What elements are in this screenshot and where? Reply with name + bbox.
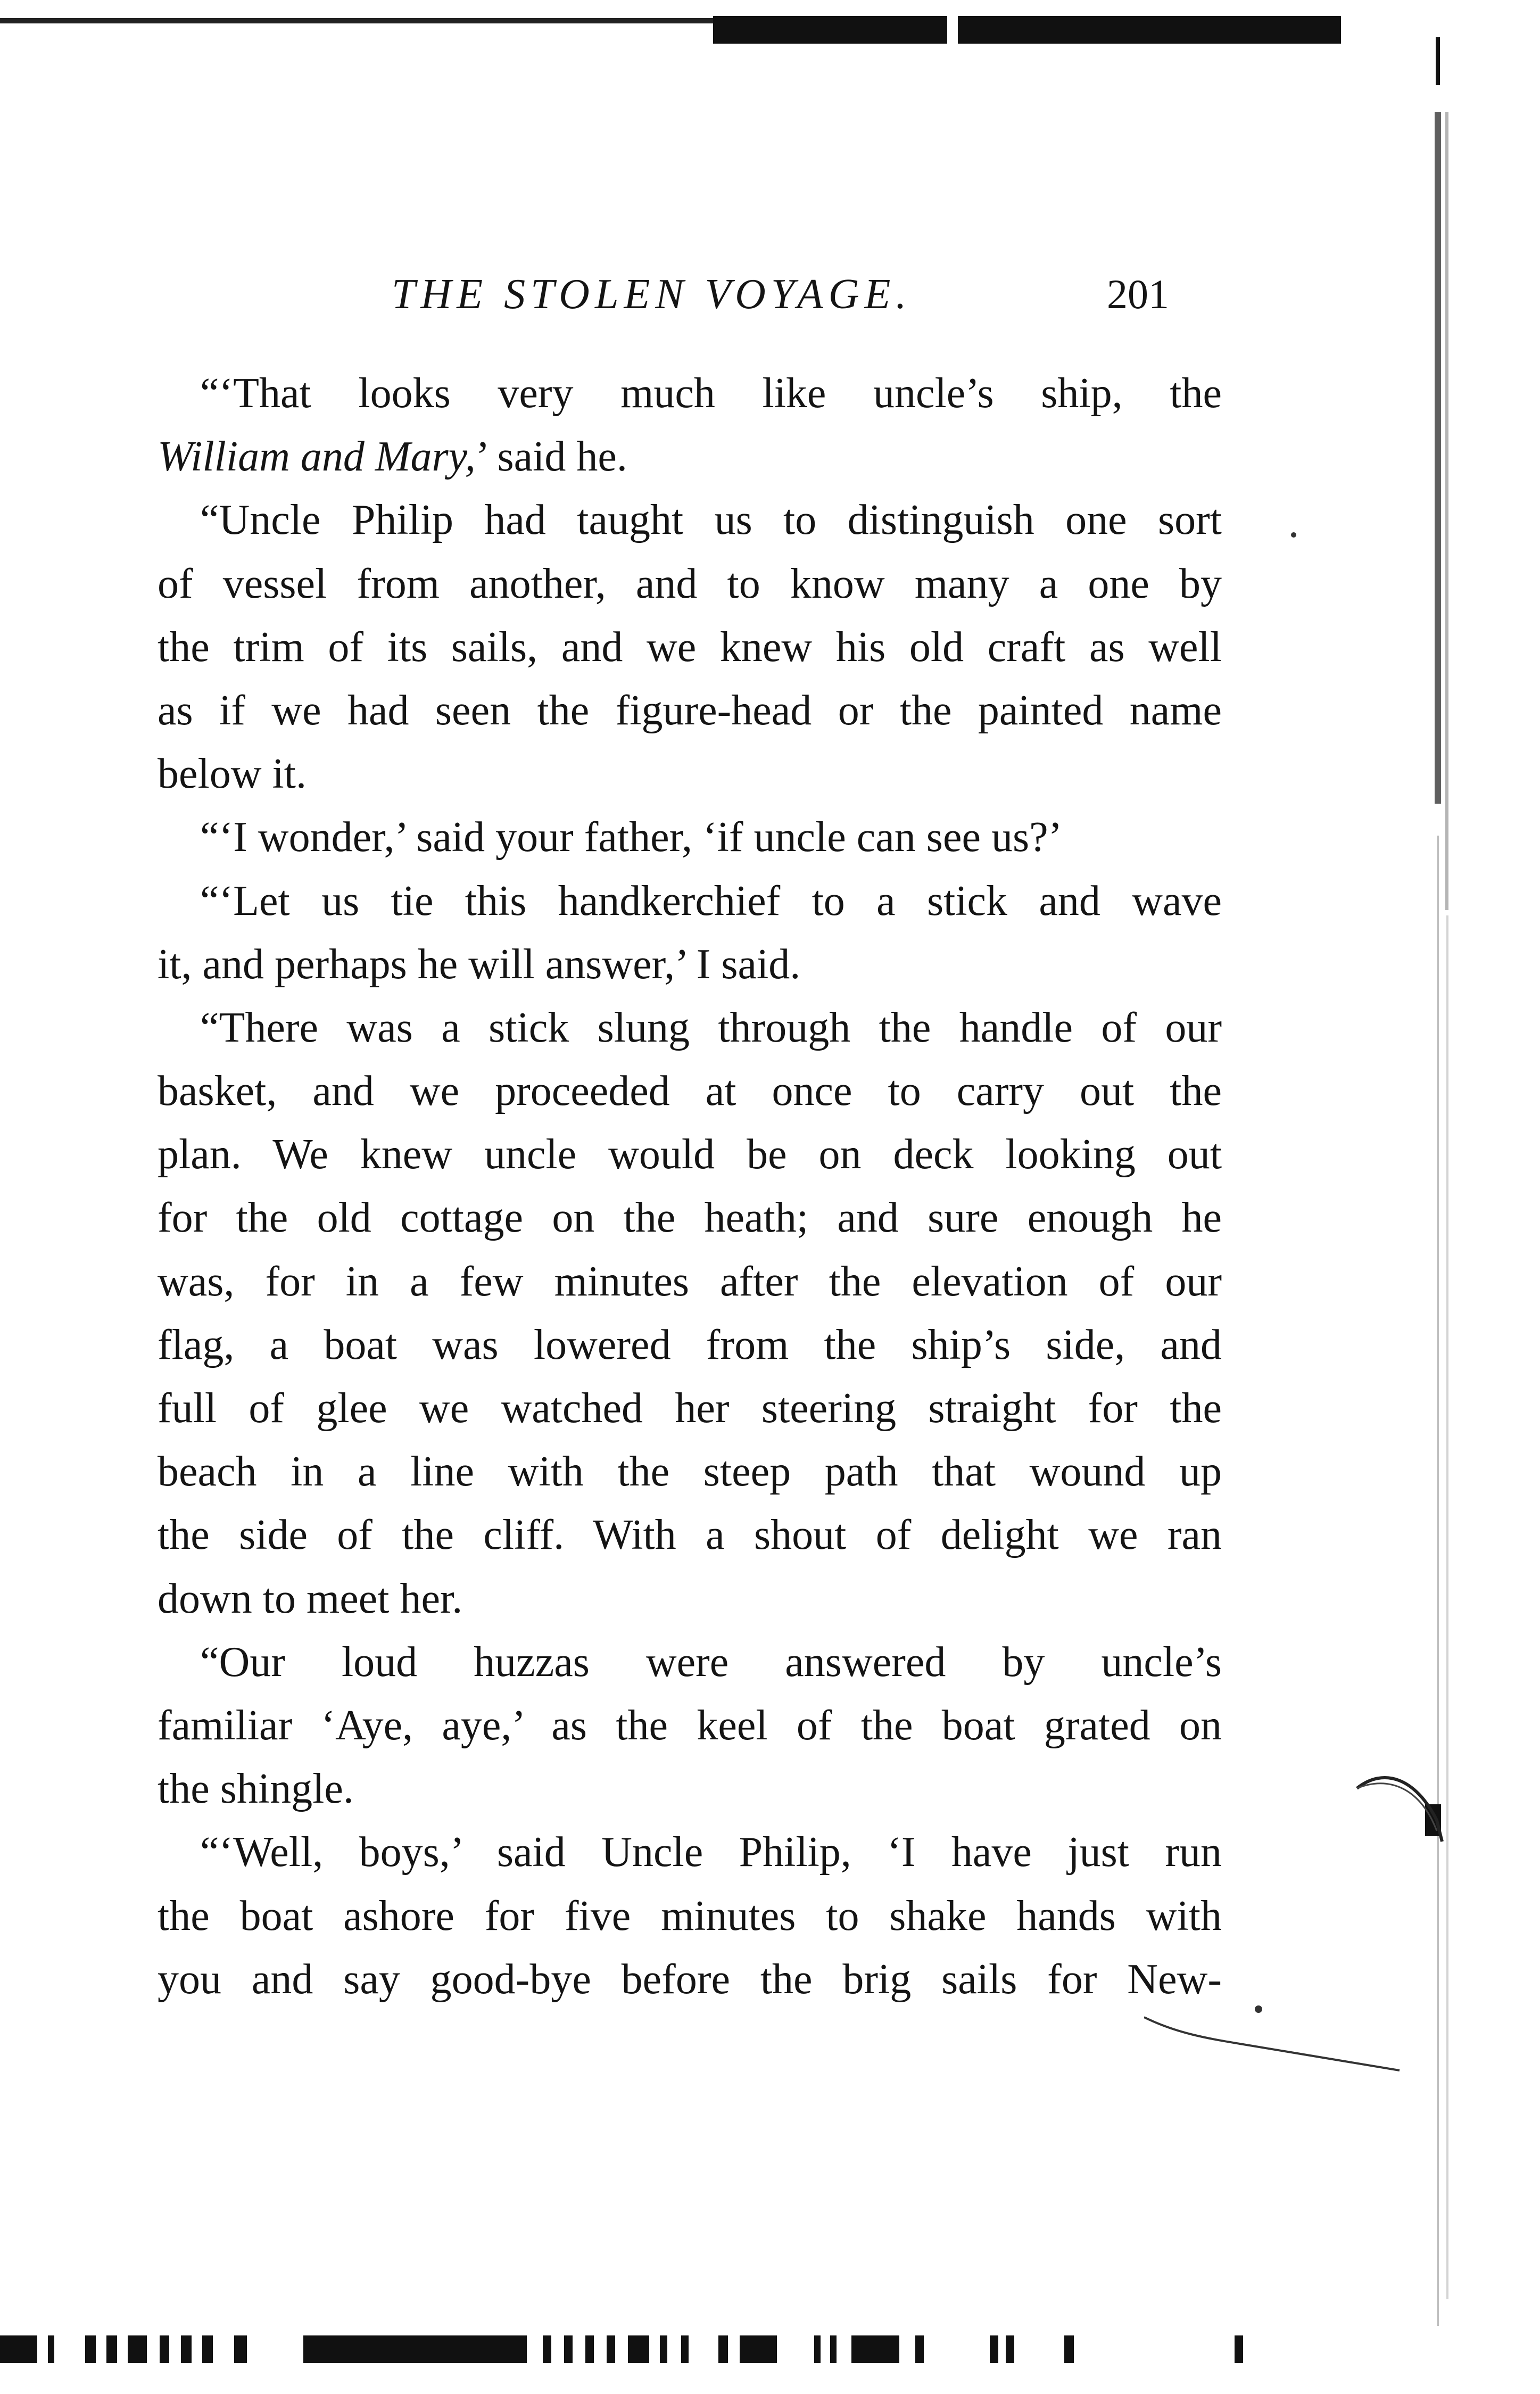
text-line: the trim of its sails, and we knew his old craft as well xyxy=(158,623,1222,671)
text-line: familiar ‘Aye, aye,’ as the keel of the boat grated on xyxy=(158,1702,1222,1749)
text-span: ’ said he. xyxy=(475,433,627,481)
text-line: plan. We knew uncle would be on deck looking out xyxy=(158,1131,1222,1178)
text-line: the side of the cliff. With a shout of delight we ran xyxy=(158,1512,1222,1559)
text-line: flag, a boat was lowered from the ship’s side, and xyxy=(158,1321,1222,1368)
text-line: “Uncle Philip had taught us to distinguish one sort xyxy=(200,497,1222,544)
text-line: “There was a stick slung through the handle of our xyxy=(200,1004,1222,1051)
text-line: “‘Let us tie this handkerchief to a stick and wave xyxy=(200,877,1222,924)
page-number: 201 xyxy=(1107,271,1169,317)
body-text xyxy=(158,362,1222,2011)
scan-edge-bottom xyxy=(0,2335,1540,2363)
text-line: “‘I wonder,’ said your father, ‘if uncle can see us?’ xyxy=(200,814,1063,861)
margin-dot xyxy=(1255,2005,1262,2013)
margin-dot xyxy=(1291,532,1296,538)
text-line: for the old cottage on the heath; and sure enough he xyxy=(158,1194,1222,1242)
text-line: basket, and we proceeded at once to carry out the xyxy=(158,1068,1222,1115)
text-line xyxy=(158,425,1222,489)
text-line: beach in a line with the steep path that wound up xyxy=(158,1448,1222,1496)
text-line: full of glee we watched her steering straight for the xyxy=(158,1385,1222,1432)
text-line: as if we had seen the figure-head or the painted name xyxy=(158,687,1222,734)
text-line: below it. xyxy=(158,750,307,798)
text-line: the boat ashore for five minutes to shake hands with xyxy=(158,1892,1222,1939)
text-line: “‘That looks very much like uncle’s ship, the xyxy=(200,370,1222,417)
text-line: down to meet her. xyxy=(158,1575,463,1622)
text-line: of vessel from another, and to know many a one by xyxy=(158,560,1222,607)
margin-curve xyxy=(1352,1756,1458,1863)
margin-line xyxy=(1144,2012,1442,2086)
text-line: the shingle. xyxy=(158,1765,354,1813)
text-line: “‘Well, boys,’ said Uncle Philip, ‘I have just run xyxy=(200,1829,1222,1876)
text-line: was, for in a few minutes after the elevation of our xyxy=(158,1258,1222,1305)
italic-span: William and Mary, xyxy=(158,433,476,481)
scan-edge-top xyxy=(0,16,1341,44)
text-line: you and say good-bye before the brig sails for New- xyxy=(158,1955,1222,2003)
scan-edge-right xyxy=(1430,37,1458,2358)
running-title: THE STOLEN VOYAGE. xyxy=(392,271,912,318)
text-line: it, and perhaps he will answer,’ I said. xyxy=(158,940,801,988)
running-header xyxy=(158,270,1222,329)
text-line: “Our loud huzzas were answered by uncle’s xyxy=(200,1638,1222,1686)
